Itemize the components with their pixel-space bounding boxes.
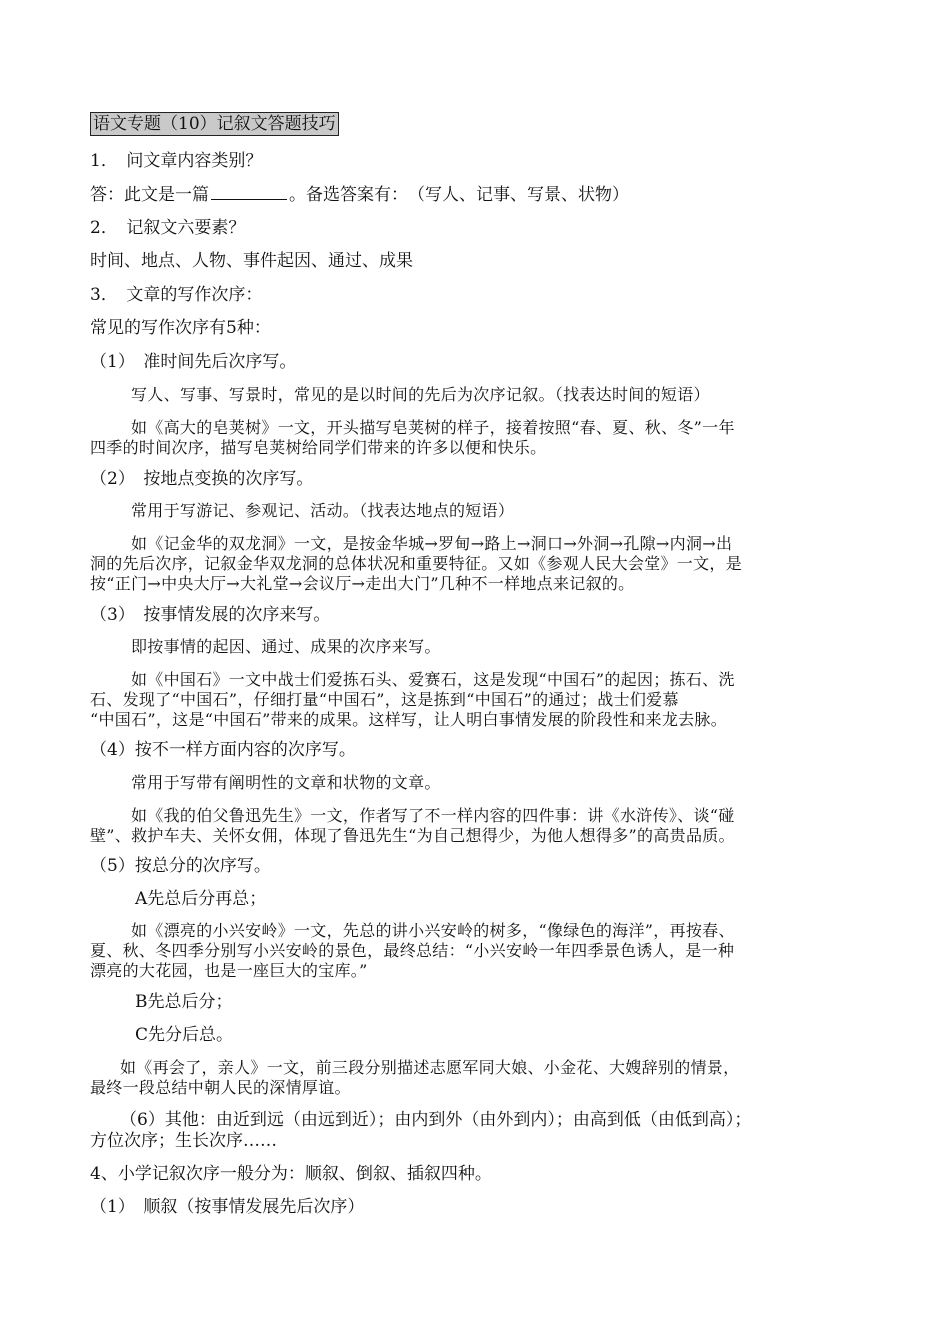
doc-title: 语文专题（10）记叙文答题技巧 [90,112,339,136]
section-2-paragraph-2-line-1: 如《记金华的双龙洞》一文，是按金华城→罗甸→路上→洞口→外洞→孔隙→内洞→出 [131,534,733,553]
answer-2: 时间、地点、人物、事件起因、通过、成果 [90,251,413,271]
section-2-paragraph-2-line-3: 按“正门→中央大厅→大礼堂→会议厅→走出大门”几种不一样地点来记叙的。 [90,574,635,593]
section-2-paragraph-2-line-2: 洞的先后次序，记叙金华双龙洞的总体状况和重要特征。又如《参观人民大会堂》一文，是 [90,554,743,573]
section-5-option-c: C先分后总。 [135,1025,234,1045]
question-3: 3． 文章的写作次序： [90,285,263,305]
answer-1 [90,183,629,206]
section-5-c-paragraph-line-1: 如《再会了，亲人》一文，前三段分别描述志愿军同大娘、小金花、大嫂辞别的情景， [120,1058,740,1077]
answer-1-suffix: 。备选答案有： （写人、记事、写景、状物） [289,185,629,205]
question-2: 2． 记叙文六要素？ [90,218,246,238]
section-5-c-paragraph-line-2: 最终一段总结中朝人民的深情厚谊。 [90,1078,351,1097]
section-4-paragraph-2-line-2: 壁”、救护车夫、关怀女佣，体现了鲁迅先生“为自己想得少，为他人想得多”的高贵品质。 [90,826,735,845]
section-3-paragraph-2-line-3: “中国石”，这是“中国石”带来的成果。这样写，让人明白事情发展的阶段性和来龙去脉。 [90,710,728,729]
question-1: 1． 问文章内容类别？ [90,151,263,171]
section-3-paragraph-1: 即按事情的起因、通过、成果的次序来写。 [131,637,441,656]
section-6-line-2: 方位次序；生长次序…… [90,1131,277,1151]
section-5-a-paragraph-line-3: 漂亮的大花园，也是一座巨大的宝库。” [90,961,368,980]
section-5-option-a: A先总后分再总； [135,889,267,909]
answer-blank [211,183,287,200]
section-5-heading: （5）按总分的次序写。 [90,856,271,876]
section-3-paragraph-2-line-2: 石、发现了“中国石”，仔细打量“中国石”，这是拣到“中国石”的通过；战士们爱慕 [90,690,679,709]
section-5-a-paragraph-line-1: 如《漂亮的小兴安岭》一文，先总的讲小兴安岭的树多，“像绿色的海洋”，再按春、 [131,921,735,940]
section-1-paragraph-2-line-1: 如《高大的皂荚树》一文，开头描写皂荚树的样子，接着按照“春、夏、秋、冬”一年 [131,418,735,437]
section-1-paragraph-1: 写人、写事、写景时，常见的是以时间的先后为次序记叙。（找表达时间的短语） [131,385,710,404]
question-3-intro: 常见的写作次序有5种： [90,318,271,338]
section-4-paragraph-2-line-1: 如《我的伯父鲁迅先生》一文，作者写了不一样内容的四件事：讲《水浒传》、谈“碰 [131,806,735,825]
section-3-paragraph-2-line-1: 如《中国石》一文中战士们爱拣石头、爱赛石，这是发现“中国石”的起因；拣石、洗 [131,670,735,689]
answer-1-prefix: 答：此文是一篇 [90,185,209,205]
doc-title-row [90,113,339,135]
section-1-heading: （1） 准时间先后次序写。 [90,352,297,372]
section-5-a-paragraph-line-2: 夏、秋、冬四季分别写小兴安岭的景色，最终总结：“小兴安岭一年四季景色诱人，是一种 [90,941,735,960]
section-1-paragraph-2-line-2: 四季的时间次序，描写皂荚树给同学们带来的许多以便和快乐。 [90,438,547,457]
section-2-heading: （2） 按地点变换的次序写。 [90,469,314,489]
question-4-item-1: （1） 顺叙（按事情发展先后次序） [90,1197,365,1217]
section-4-paragraph-1: 常用于写带有阐明性的文章和状物的文章。 [131,773,441,792]
section-5-option-b: B先总后分； [135,992,233,1012]
question-4: 4、小学记叙次序一般分为：顺叙、倒叙、插叙四种。 [90,1164,492,1184]
section-6-line-1: （6）其他：由近到远（由远到近）；由内到外（由外到内）；由高到低（由低到高）； [120,1110,752,1130]
section-3-heading: （3） 按事情发展的次序来写。 [90,605,331,625]
section-2-paragraph-1: 常用于写游记、参观记、活动。（找表达地点的短语） [131,501,515,520]
section-4-heading: （4）按不一样方面内容的次序写。 [90,740,356,760]
